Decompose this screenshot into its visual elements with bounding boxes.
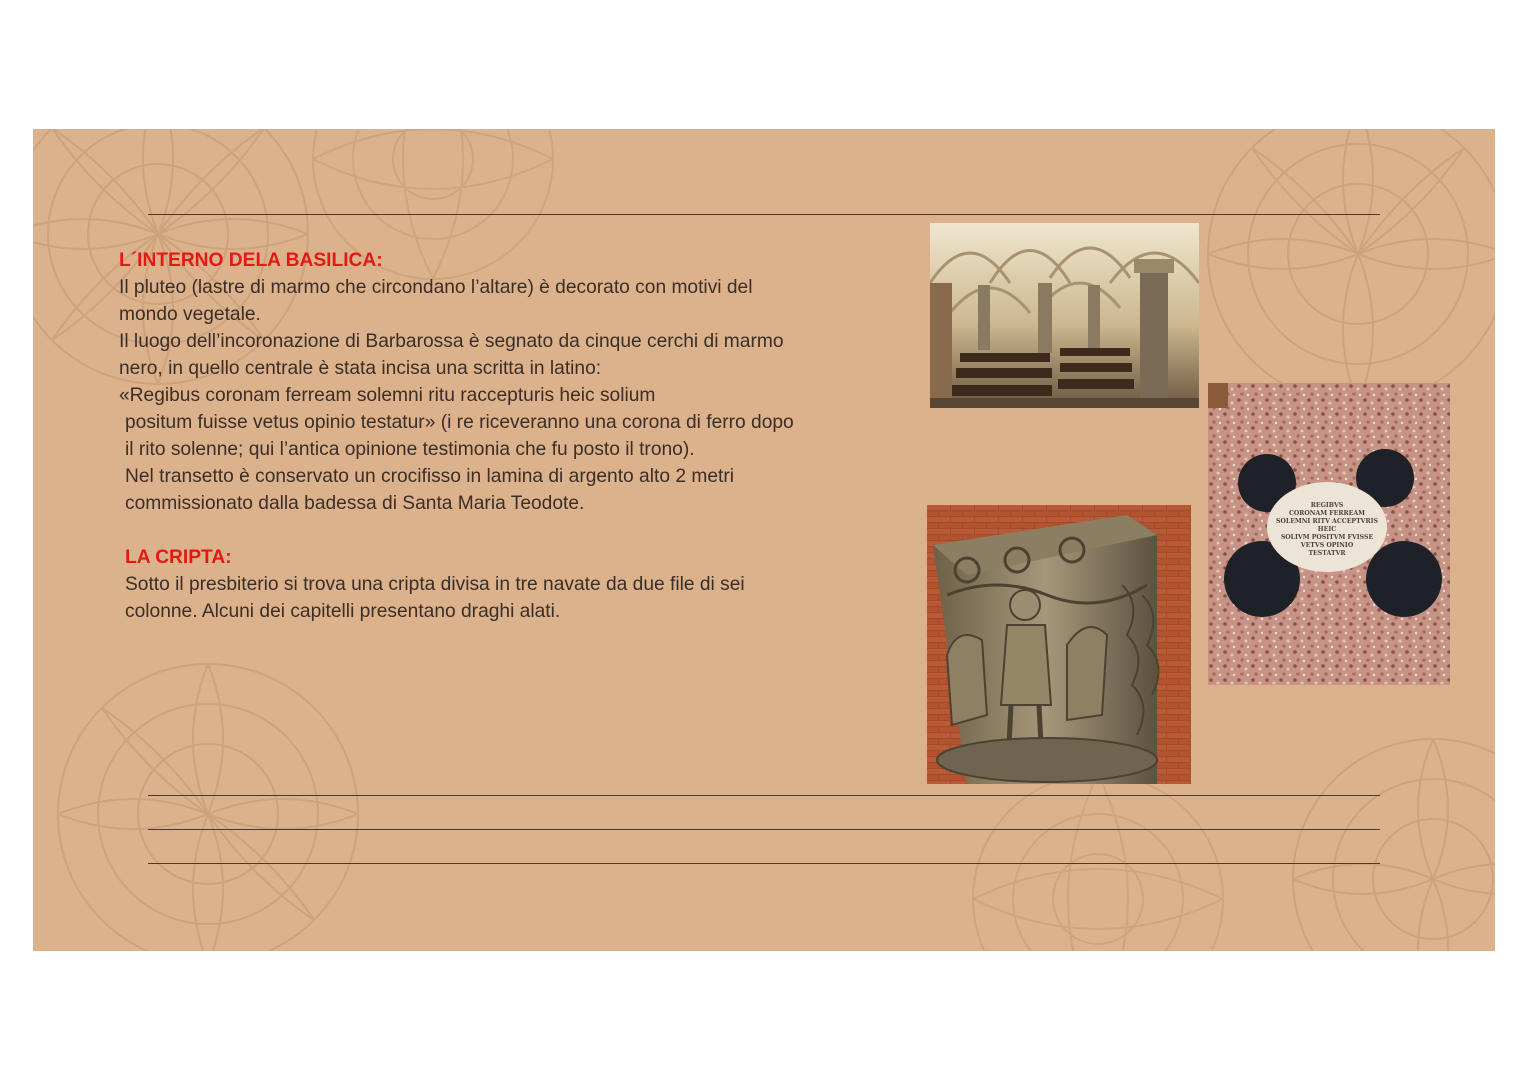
paragraph-line: Sotto il presbiterio si trova una cripta divisa in tre navate da due file di sei	[125, 574, 745, 595]
inscription-line: SOLEMNI RITV ACCEPTVRIS	[1275, 518, 1379, 525]
paragraph-line: «Regibus coronam ferream solemni ritu raccepturis heic solium	[119, 385, 656, 406]
inscription-line: CORONAM FERREAM	[1288, 510, 1366, 517]
inscription-line: HEIC	[1317, 526, 1337, 533]
top-rule	[148, 214, 1380, 215]
bottom-rule-1	[148, 795, 1380, 796]
slide	[33, 129, 1495, 951]
paragraph-line: colonne. Alcuni dei capitelli presentano draghi alati.	[125, 601, 561, 622]
paragraph-line: Il luogo dell’incoronazione di Barbarossa è segnato da cinque cerchi di marmo	[119, 331, 784, 352]
inscription-line: REGIBVS	[1310, 502, 1344, 509]
section-heading-interior: L´INTERNO DELA BASILICA:	[119, 250, 383, 271]
marble-circles-floor-photo	[1208, 383, 1450, 685]
lace-ornament-top-right	[1193, 129, 1495, 419]
paragraph-line: nero, in quello centrale è stata incisa una scritta in latino:	[119, 358, 602, 379]
lace-ornament-bottom-right	[1283, 729, 1495, 951]
crypt-interior-photo	[930, 223, 1199, 408]
inscription-line: VETVS OPINIO	[1300, 542, 1354, 549]
inscription-line: SOLIVM POSITVM FVISSE	[1280, 534, 1374, 541]
paragraph-line: il rito solenne; qui l’antica opinione testimonia che fu posto il trono).	[125, 439, 695, 460]
text-block	[119, 247, 919, 625]
bottom-rule-3	[148, 863, 1380, 864]
paragraph-line: Nel transetto è conservato un crocifisso in lamina di argento alto 2 metri	[125, 466, 734, 487]
paragraph-line: positum fuisse vetus opinio testatur» (i re riceveranno una corona di ferro dopo	[125, 412, 794, 433]
section-heading-crypt: LA CRIPTA:	[125, 547, 232, 568]
paragraph-line: mondo vegetale.	[119, 304, 261, 325]
paragraph-line: commissionato dalla badessa di Santa Maria Teodote.	[125, 493, 585, 514]
inscription-line: TESTATVR	[1308, 550, 1346, 557]
carved-capital-photo	[927, 505, 1191, 784]
bottom-rule-2	[148, 829, 1380, 830]
paragraph-line: Il pluteo (lastre di marmo che circondano l’altare) è decorato con motivi del	[119, 277, 753, 298]
lace-ornament-bottom-left	[43, 649, 373, 951]
lace-ornament-bottom-center	[933, 769, 1263, 951]
